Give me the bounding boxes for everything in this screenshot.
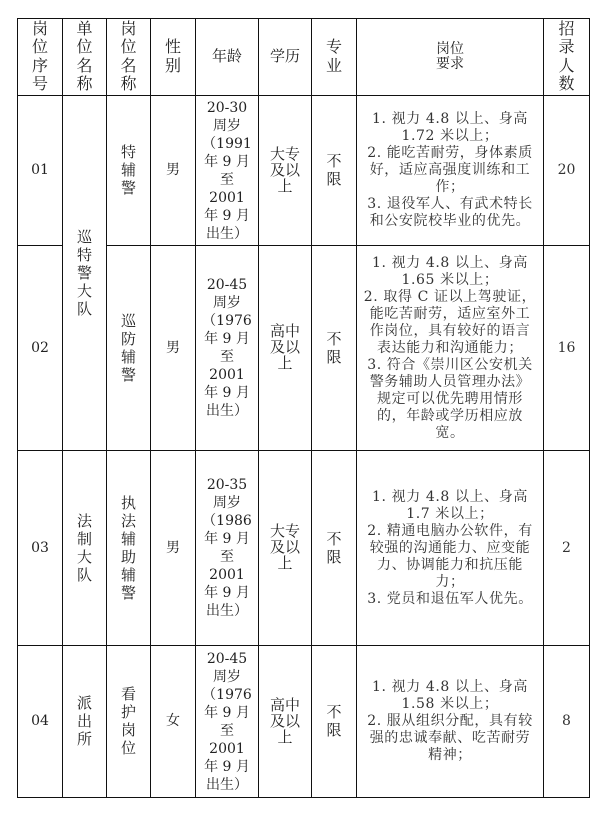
- cell-education: 高中及以上: [259, 646, 312, 798]
- header-seq: 岗位序号: [18, 19, 63, 96]
- age-text: 20-45 周岁 （1976 年 9 月 至 2001 年 9 月 出生）: [202, 277, 252, 419]
- cell-age: [196, 646, 259, 798]
- header-requirements: 岗位要求: [357, 19, 544, 96]
- cell-education: 大专及以上: [259, 451, 312, 646]
- cell-requirements: 1. 视力 4.8 以上、身高 1.7 米以上； 2. 精通电脑办公软件，有较强的沟通能力、应变能力、协调能力和抗压能力； 3. 党员和退伍军人优先。: [357, 451, 544, 646]
- table-row: [18, 646, 590, 798]
- table-row: [18, 451, 590, 646]
- cell-post: 看护岗位: [107, 646, 151, 798]
- cell-seq: 01: [18, 96, 63, 246]
- cell-gender: 男: [151, 96, 196, 246]
- cell-count: 8: [544, 646, 590, 798]
- cell-seq: 04: [18, 646, 63, 798]
- cell-count: 16: [544, 246, 590, 451]
- cell-education: 大专及以上: [259, 96, 312, 246]
- cell-education: 高中及以上: [259, 246, 312, 451]
- cell-age: [196, 451, 259, 646]
- cell-requirements: 1. 视力 4.8 以上、身高 1.58 米以上； 2. 服从组织分配，具有较强的忠诚奉献、吃苦耐劳精神；: [357, 646, 544, 798]
- cell-gender: 女: [151, 646, 196, 798]
- age-text: 20-35 周岁 （1986 年 9 月 至 2001 年 9 月 出生）: [202, 477, 252, 619]
- cell-seq: 03: [18, 451, 63, 646]
- cell-age: [196, 96, 259, 246]
- cell-major: 不限: [312, 646, 357, 798]
- header-unit: 单位名称: [63, 19, 107, 96]
- cell-count: 2: [544, 451, 590, 646]
- header-education: 学历: [259, 19, 312, 96]
- cell-gender: 男: [151, 246, 196, 451]
- cell-major: 不限: [312, 451, 357, 646]
- cell-unit: 法制大队: [63, 451, 107, 646]
- cell-requirements: 1. 视力 4.8 以上、身高 1.65 米以上； 2. 取得 C 证以上驾驶证，能吃苦耐劳，适应室外工作岗位，具有较好的语言表达能力和沟通能力； 3. 符合《崇川区公安机关警务辅助人员管理办法》规定可以优先聘用情形的，年龄或学历相应放宽。: [357, 246, 544, 451]
- cell-age: [196, 246, 259, 451]
- cell-post: 巡防辅警: [107, 246, 151, 451]
- cell-major: 不限: [312, 96, 357, 246]
- recruitment-table: [17, 18, 590, 798]
- header-gender: 性别: [151, 19, 196, 96]
- header-major: 专业: [312, 19, 357, 96]
- cell-post: 特辅警: [107, 96, 151, 246]
- cell-unit: 巡特警大队: [63, 96, 107, 451]
- age-text: 20-45 周岁 （1976 年 9 月 至 2001 年 9 月 出生）: [202, 650, 252, 793]
- cell-gender: 男: [151, 451, 196, 646]
- header-count: 招录人数: [544, 19, 590, 96]
- cell-count: 20: [544, 96, 590, 246]
- header-row: [18, 19, 590, 96]
- cell-unit: 派出所: [63, 646, 107, 798]
- header-age: 年龄: [196, 19, 259, 96]
- cell-major: 不限: [312, 246, 357, 451]
- table-row: [18, 96, 590, 246]
- age-text: 20-30 周岁 （1991 年 9 月 至 2001 年 9 月 出生）: [202, 99, 252, 242]
- cell-requirements: 1. 视力 4.8 以上、身高 1.72 米以上； 2. 能吃苦耐劳，身体素质好，适应高强度训练和工作； 3. 退役军人、有武术特长和公安院校毕业的优先。: [357, 96, 544, 246]
- cell-post: 执法辅助辅警: [107, 451, 151, 646]
- cell-seq: 02: [18, 246, 63, 451]
- header-post: 岗位名称: [107, 19, 151, 96]
